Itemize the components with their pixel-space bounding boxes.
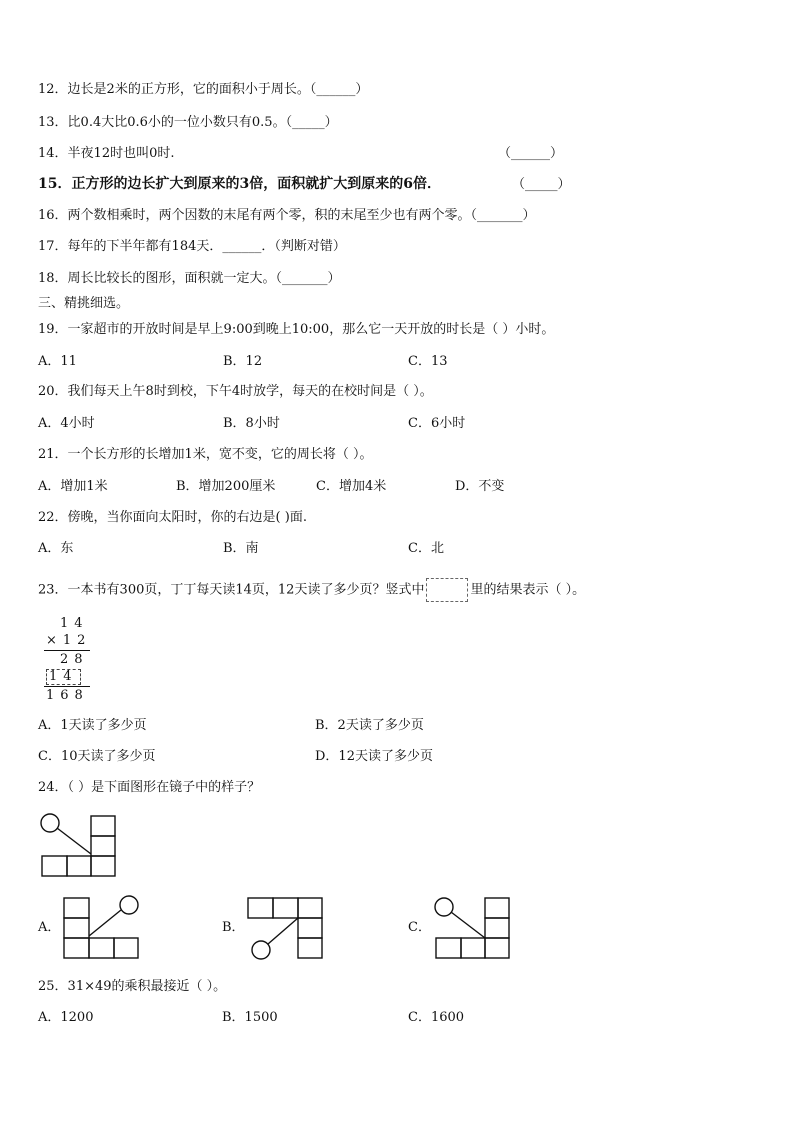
question-18: 18．周长比较长的图形，面积就一定大。（_______） bbox=[38, 271, 341, 286]
q23-option-b[interactable]: B．2天读了多少页 bbox=[315, 718, 424, 733]
question-14-answer-blank[interactable]: （______） bbox=[498, 146, 564, 161]
question-12: 12．边长是2米的正方形，它的面积小于周长。（______） bbox=[38, 82, 369, 97]
question-14: 14．半夜12时也叫0时. bbox=[38, 146, 175, 161]
q20-option-a[interactable]: A．4小时 bbox=[38, 416, 95, 431]
section-heading-3: 三、精挑细选。 bbox=[38, 296, 130, 311]
figure-square bbox=[91, 856, 115, 876]
q21-option-c[interactable]: C．增加4米 bbox=[316, 479, 387, 494]
figure-square bbox=[91, 816, 115, 836]
dashed-box-icon bbox=[426, 578, 468, 602]
calc-row-product: 168 bbox=[46, 688, 89, 703]
question-25: 25．31×49的乘积最接近（ ）。 bbox=[38, 979, 227, 994]
question-19: 19．一家超市的开放时间是早上9:00到晚上10:00，那么它一天开放的时长是（ ）小时。 bbox=[38, 322, 555, 337]
q25-option-c[interactable]: C．1600 bbox=[408, 1010, 465, 1025]
question-20: 20．我们每天上午8时到校，下午4时放学，每天的在校时间是（ ）。 bbox=[38, 384, 433, 399]
q24-option-a-label[interactable]: A． bbox=[38, 920, 61, 935]
calc-row-multiplicand: 14 bbox=[60, 616, 89, 631]
question-23-text-end: 里的结果表示（ ）。 bbox=[470, 582, 586, 598]
q20-option-b[interactable]: B．8小时 bbox=[223, 416, 280, 431]
q22-option-c[interactable]: C．北 bbox=[408, 541, 444, 556]
question-24: 24．（ ）是下面图形在镜子中的样子？ bbox=[38, 780, 261, 795]
q19-option-b[interactable]: B．12 bbox=[223, 354, 263, 369]
figure-square bbox=[42, 856, 67, 876]
question-22: 22．傍晚，当你面向太阳时，你的右边是( )面. bbox=[38, 510, 307, 525]
q22-option-a[interactable]: A．东 bbox=[38, 541, 74, 556]
q21-option-b[interactable]: B．增加200厘米 bbox=[176, 479, 276, 494]
question-23 bbox=[38, 578, 585, 602]
question-16: 16．两个数相乘时，两个因数的末尾有两个零，积的末尾至少也有两个零。（_______） bbox=[38, 208, 536, 223]
q24-option-c-label[interactable]: C． bbox=[408, 920, 431, 935]
q24-option-b-figure[interactable] bbox=[246, 896, 326, 960]
calc-rule-2 bbox=[44, 686, 90, 687]
q24-option-c-figure[interactable] bbox=[432, 896, 512, 960]
q24-original-figure bbox=[38, 812, 118, 876]
q23-option-a[interactable]: A．1天读了多少页 bbox=[38, 718, 147, 733]
calc-row-multiplier: ×12 bbox=[46, 633, 92, 648]
question-15-answer-blank[interactable]: （_____） bbox=[512, 177, 571, 192]
q24-option-a-figure[interactable] bbox=[62, 896, 142, 960]
q21-option-a[interactable]: A．增加1米 bbox=[38, 479, 108, 494]
figure-square bbox=[67, 856, 91, 876]
question-17: 17．每年的下半年都有184天．______．（判断对错） bbox=[38, 239, 346, 254]
q23-option-d[interactable]: D．12天读了多少页 bbox=[315, 749, 433, 764]
calc-row-partial-2-boxed: 14 bbox=[46, 669, 81, 685]
q25-option-b[interactable]: B．1500 bbox=[222, 1010, 278, 1025]
q19-option-c[interactable]: C．13 bbox=[408, 354, 448, 369]
figure-circle bbox=[41, 814, 59, 832]
figure-square bbox=[91, 836, 115, 856]
q22-option-b[interactable]: B．南 bbox=[223, 541, 259, 556]
question-15: 15．正方形的边长扩大到原来的3倍，面积就扩大到原来的6倍． bbox=[38, 176, 441, 192]
calc-row-partial-1: 28 bbox=[60, 652, 89, 667]
q25-option-a[interactable]: A．1200 bbox=[38, 1010, 94, 1025]
q24-option-b-label[interactable]: B． bbox=[222, 920, 245, 935]
question-23-text-start: 23．一本书有300页，丁丁每天读14页，12天读了多少页？竖式中 bbox=[38, 582, 425, 598]
q19-option-a[interactable]: A．11 bbox=[38, 354, 77, 369]
q21-option-d[interactable]: D．不变 bbox=[455, 479, 505, 494]
q20-option-c[interactable]: C．6小时 bbox=[408, 416, 466, 431]
q23-option-c[interactable]: C．10天读了多少页 bbox=[38, 749, 156, 764]
question-13: 13．比0.4大比0.6小的一位小数只有0.5。（_____） bbox=[38, 115, 338, 130]
figure-stick bbox=[57, 828, 91, 854]
question-21: 21．一个长方形的长增加1米，宽不变，它的周长将（ ）。 bbox=[38, 447, 373, 462]
calc-rule-1 bbox=[44, 650, 90, 651]
